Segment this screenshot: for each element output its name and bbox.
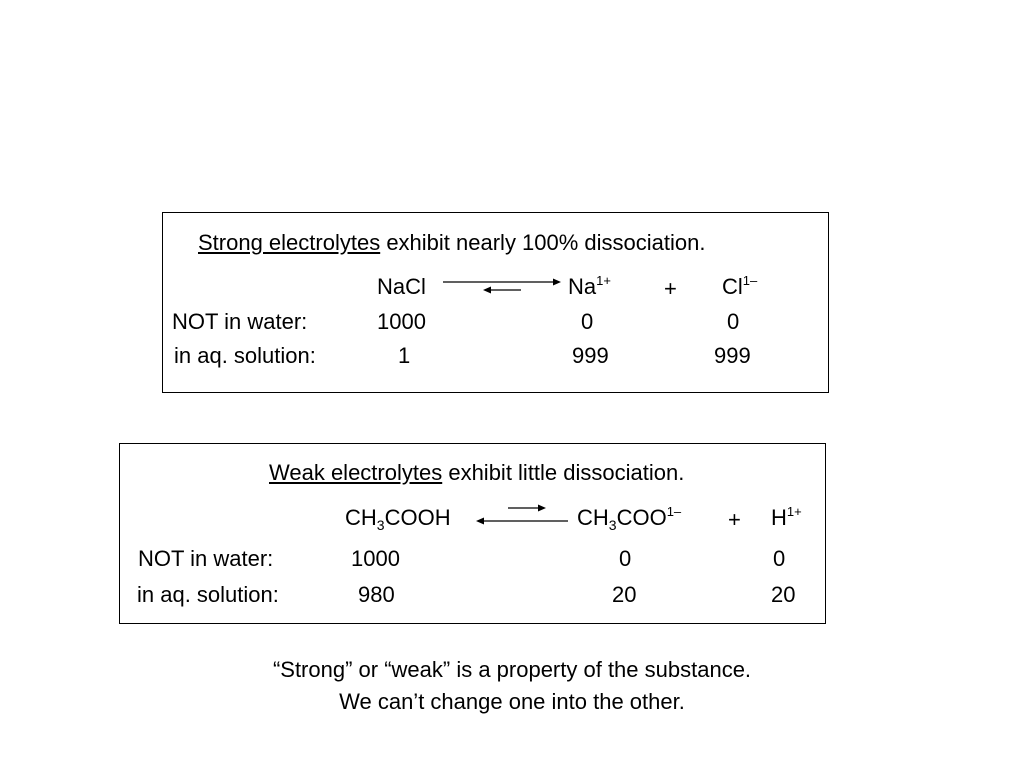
strong-plus: + [664,276,677,301]
strong-reactant: NaCl [377,274,426,299]
weak-product-acetate-charge: 1– [666,504,682,519]
weak-product-acetate-part: CH [577,505,609,530]
weak-row-reactant-value: 980 [358,582,395,607]
weak-row-label: in aq. solution: [137,582,279,607]
strong-equilibrium-arrows-icon [443,276,563,296]
weak-reactant-part: COOH [384,505,451,530]
weak-reactant-part: CH [345,505,377,530]
strong-row-product2-value: 999 [714,343,751,368]
strong-row-reactant-value: 1 [398,343,411,368]
weak-row-product1-value: 20 [612,582,637,607]
weak-product-acetate-subscript: 3 [608,517,617,533]
weak-row-label: NOT in water: [138,546,274,571]
weak-product-hydrogen [771,505,802,531]
strong-row-product1-value: 0 [581,309,594,334]
strong-heading-term: Strong electrolytes [198,230,381,255]
weak-row-reactant-value: 1000 [351,546,400,571]
weak-reactant-subscript: 3 [376,517,385,533]
weak-product-acetate [577,505,681,531]
weak-row-product1-value: 0 [619,546,632,571]
weak-row-product2-value: 0 [773,546,786,571]
weak-product-hydrogen-charge: 1+ [786,504,802,519]
weak-heading [269,460,684,486]
strong-heading-rest: exhibit nearly 100% dissociation. [380,230,706,255]
strong-row-label: NOT in water: [172,309,308,334]
strong-row-reactant-value: 1000 [377,309,426,334]
strong-product-sodium-symbol: Na [568,274,597,299]
weak-equilibrium-arrows-icon [476,504,576,528]
strong-row-product1-value: 999 [572,343,609,368]
strong-product-sodium-charge: 1+ [596,273,611,288]
strong-row-product2-value: 0 [727,309,740,334]
footer-line: “Strong” or “weak” is a property of the substance. [272,657,752,682]
strong-product-chloride-symbol: Cl [722,274,743,299]
strong-product-chloride [722,274,757,300]
weak-row-product2-value: 20 [771,582,796,607]
strong-row-label: in aq. solution: [174,343,316,368]
footer-line: We can’t change one into the other. [339,689,685,714]
weak-heading-rest: exhibit little dissociation. [442,460,685,485]
weak-product-hydrogen-symbol: H [771,505,787,530]
weak-reactant [345,505,451,531]
weak-plus: + [728,507,741,532]
weak-heading-term: Weak electrolytes [269,460,443,485]
weak-product-acetate-part: COO [616,505,667,530]
strong-product-chloride-charge: 1– [742,273,758,288]
strong-product-sodium [568,274,611,300]
strong-heading [198,230,706,256]
